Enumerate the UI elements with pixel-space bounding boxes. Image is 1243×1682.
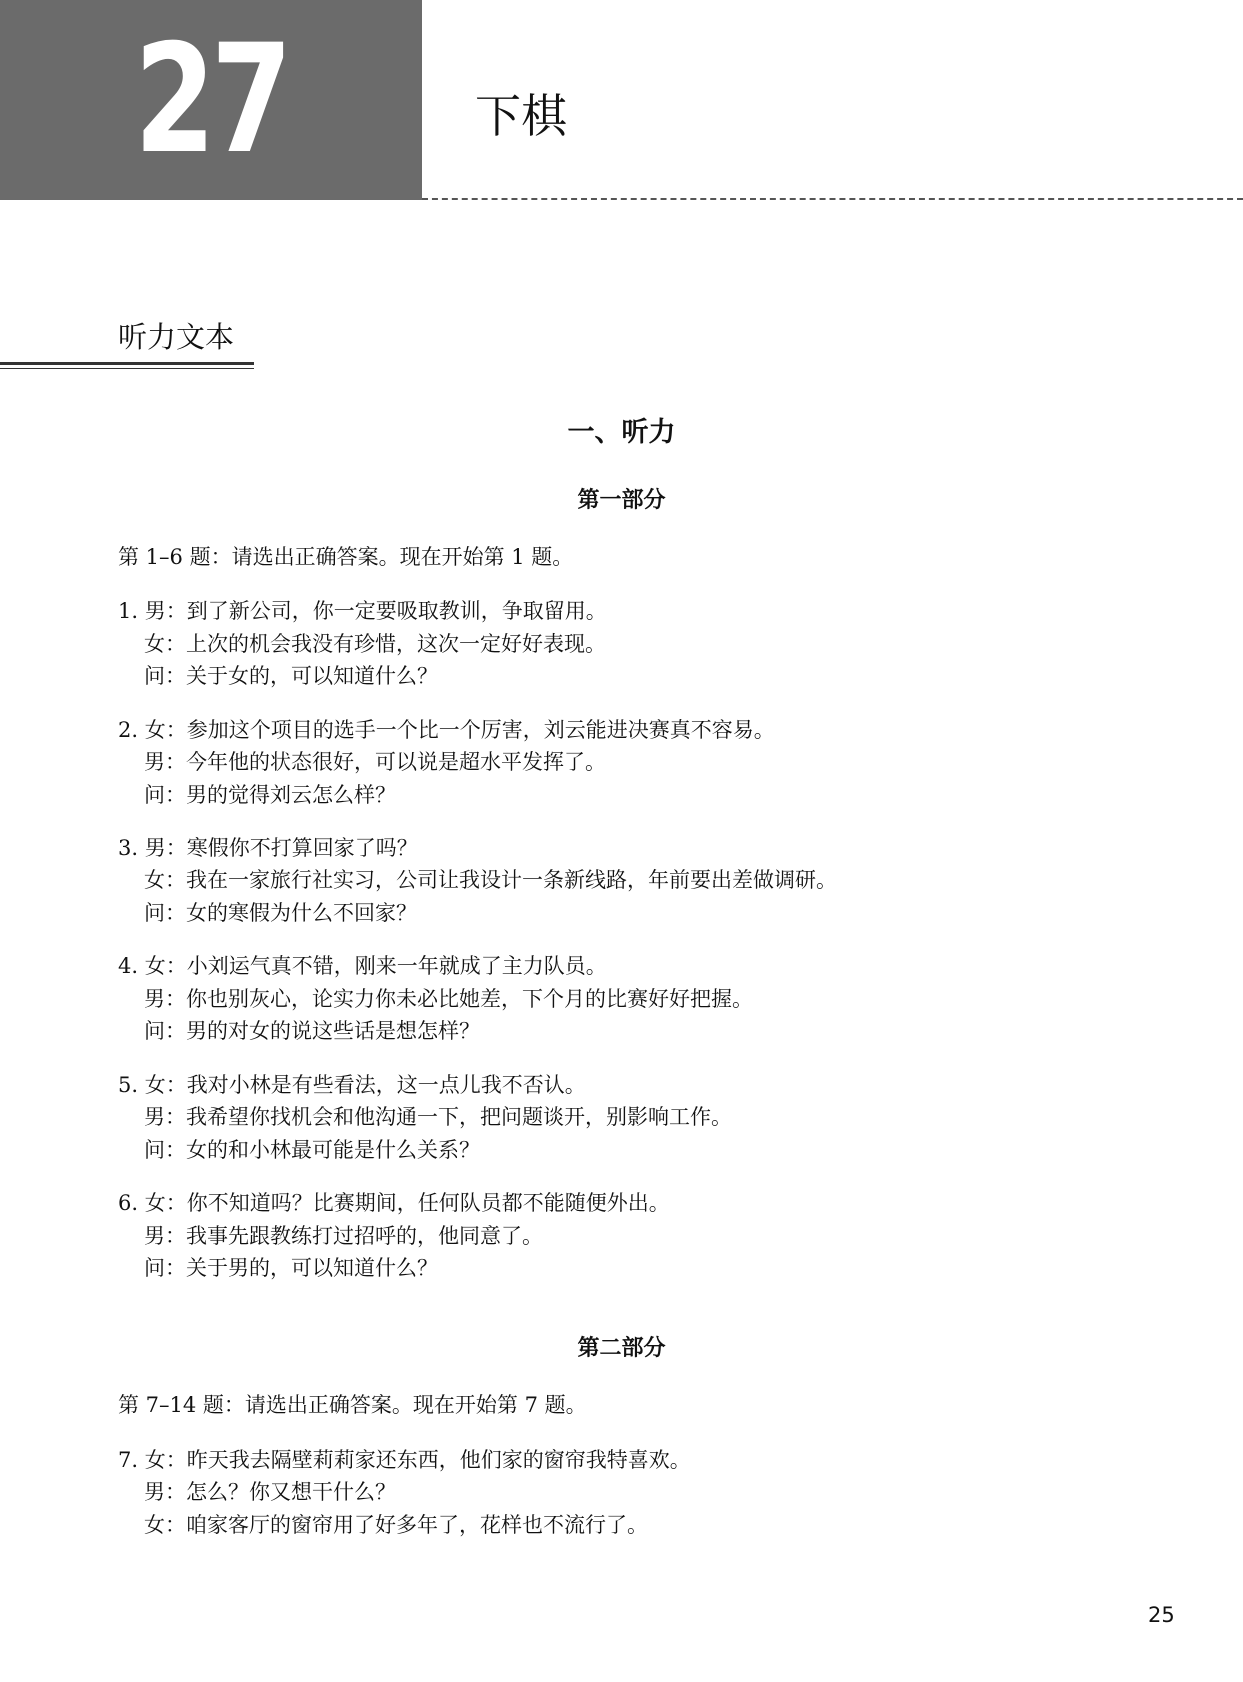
- item-4-line-2: 男：你也别灰心，论实力你未必比她差，下个月的比赛好好把握。: [144, 987, 753, 1011]
- item-5-line-2: 男：我希望你找机会和他沟通一下，把问题谈开，别影响工作。: [144, 1105, 732, 1129]
- item-3-line-1: 3. 男：寒假你不打算回家了吗？: [118, 836, 418, 860]
- page-number: 25: [1148, 1603, 1175, 1627]
- item-1-line-3: 问：关于女的，可以知道什么？: [144, 664, 438, 688]
- part2-instruction: 第 7–14 题：请选出正确答案。现在开始第 7 题。: [118, 1393, 587, 1417]
- section-heading: 听力文本: [118, 320, 235, 354]
- chapter-number: 27: [134, 13, 288, 187]
- item-1-line-1: 1. 男：到了新公司，你一定要吸取教训，争取留用。: [118, 599, 607, 623]
- item-6-line-3: 问：关于男的，可以知道什么？: [144, 1256, 438, 1280]
- item-6-line-2: 男：我事先跟教练打过招呼的，他同意了。: [144, 1224, 543, 1248]
- item-2-line-2: 男：今年他的状态很好，可以说是超水平发挥了。: [144, 750, 606, 774]
- item-5-line-1: 5. 女：我对小林是有些看法，这一点儿我不否认。: [118, 1073, 586, 1097]
- item-7-line-2: 男：怎么？你又想干什么？: [144, 1480, 396, 1504]
- item-6-line-1: 6. 女：你不知道吗？比赛期间，任何队员都不能随便外出。: [118, 1191, 670, 1215]
- listening-title: 一、听力: [567, 417, 676, 448]
- item-3-line-2: 女：我在一家旅行社实习，公司让我设计一条新线路，年前要出差做调研。: [144, 868, 837, 892]
- item-5-line-3: 问：女的和小林最可能是什么关系？: [144, 1138, 480, 1162]
- item-7-line-1: 7. 女：昨天我去隔壁莉莉家还东西，他们家的窗帘我特喜欢。: [118, 1448, 691, 1472]
- chapter-title: 下棋: [475, 89, 567, 143]
- header-dashed-divider: [422, 198, 1243, 200]
- item-2-line-1: 2. 女：参加这个项目的选手一个比一个厉害，刘云能进决赛真不容易。: [118, 718, 775, 742]
- section-heading-underline-thin: [0, 368, 254, 369]
- item-7-line-3: 女：咱家客厅的窗帘用了好多年了，花样也不流行了。: [144, 1513, 648, 1537]
- item-2-line-3: 问：男的觉得刘云怎么样？: [144, 783, 396, 807]
- part1-instruction: 第 1–6 题：请选出正确答案。现在开始第 1 题。: [118, 545, 574, 569]
- section-heading-underline: [0, 362, 254, 365]
- item-4-line-3: 问：男的对女的说这些话是想怎样？: [144, 1019, 480, 1043]
- item-1-line-2: 女：上次的机会我没有珍惜，这次一定好好表现。: [144, 632, 606, 656]
- part2-heading: 第二部分: [577, 1335, 666, 1361]
- item-4-line-1: 4. 女：小刘运气真不错，刚来一年就成了主力队员。: [118, 954, 607, 978]
- item-3-line-3: 问：女的寒假为什么不回家？: [144, 901, 417, 925]
- part1-heading: 第一部分: [577, 487, 666, 513]
